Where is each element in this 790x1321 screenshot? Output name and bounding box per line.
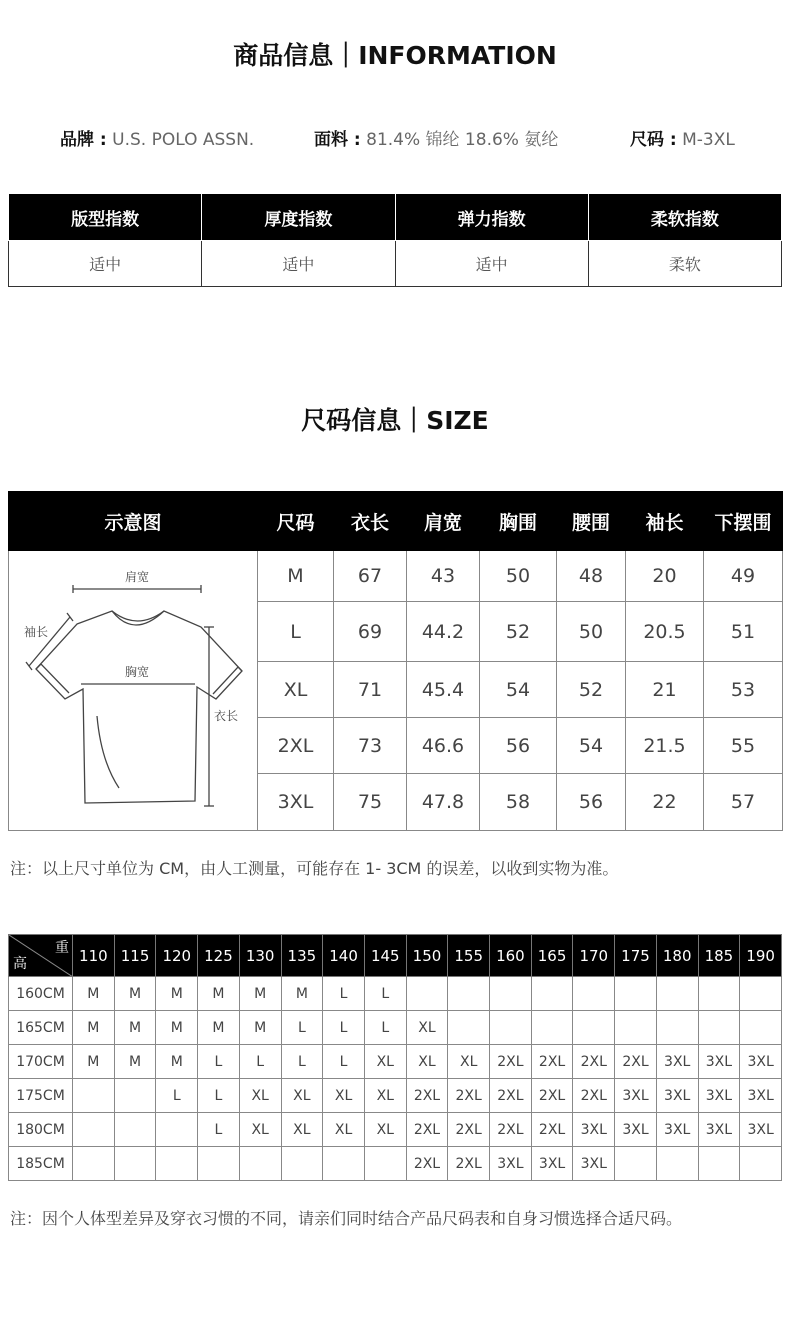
height-cell: 185CM [9, 1147, 73, 1181]
size-label: 尺码 : [630, 130, 677, 150]
indices-table [8, 193, 782, 287]
fit-size-cell: M [156, 1011, 198, 1045]
weight-header: 150 [406, 935, 448, 977]
fit-size-cell [156, 1113, 198, 1147]
weight-header: 130 [239, 935, 281, 977]
size-header: 下摆围 [704, 492, 783, 551]
fit-size-cell: XL [323, 1113, 365, 1147]
size-cell: 2XL [258, 718, 334, 774]
fit-size-cell: 3XL [698, 1079, 740, 1113]
fit-size-cell: 2XL [490, 1113, 532, 1147]
size-cell: 44.2 [407, 602, 480, 662]
size-value: M-3XL [682, 130, 735, 150]
fit-size-cell [698, 1011, 740, 1045]
fit-size-cell: XL [364, 1079, 406, 1113]
fit-size-cell [656, 977, 698, 1011]
size-cell: 75 [334, 774, 407, 831]
brand-label: 品牌 : [60, 130, 107, 150]
fit-size-cell [114, 1113, 156, 1147]
fit-size-cell [281, 1147, 323, 1181]
information-title: 商品信息｜INFORMATION [233, 41, 557, 70]
fit-size-cell: 3XL [740, 1079, 782, 1113]
fit-size-cell: 2XL [490, 1079, 532, 1113]
fit-size-cell: L [281, 1011, 323, 1045]
weight-header: 155 [448, 935, 490, 977]
fit-size-cell [114, 1147, 156, 1181]
fit-size-cell: M [239, 977, 281, 1011]
tshirt-icon [9, 551, 258, 831]
brand-info [60, 125, 254, 150]
table-row [9, 1079, 782, 1113]
fit-size-cell: L [323, 977, 365, 1011]
size-header: 腰围 [557, 492, 626, 551]
fit-size-cell [448, 977, 490, 1011]
size-header: 示意图 [9, 492, 258, 551]
fit-size-cell [615, 1011, 657, 1045]
fit-size-cell [73, 1113, 115, 1147]
size-cell: 73 [334, 718, 407, 774]
fit-size-cell: XL [281, 1079, 323, 1113]
size-cell: 51 [704, 602, 783, 662]
garment-diagram [9, 551, 258, 831]
fit-size-cell: XL [406, 1045, 448, 1079]
size-cell: XL [258, 662, 334, 718]
index-header: 厚度指数 [202, 194, 395, 241]
size-cell: 45.4 [407, 662, 480, 718]
table-row [9, 1147, 782, 1181]
fit-size-cell [698, 1147, 740, 1181]
size-cell: 49 [704, 551, 783, 602]
fit-size-cell: M [156, 1045, 198, 1079]
fit-size-cell: 2XL [406, 1147, 448, 1181]
fit-size-cell [198, 1147, 240, 1181]
fit-size-cell [615, 1147, 657, 1181]
table-row [9, 977, 782, 1011]
size-header: 肩宽 [407, 492, 480, 551]
fit-size-cell: L [364, 1011, 406, 1045]
chest-label: 胸宽 [125, 665, 150, 679]
size-table [8, 491, 783, 831]
fit-size-cell: 2XL [573, 1045, 615, 1079]
size-cell: 57 [704, 774, 783, 831]
fit-size-cell: 3XL [615, 1079, 657, 1113]
brand-value: U.S. POLO ASSN. [112, 130, 255, 150]
fit-size-cell: 2XL [406, 1079, 448, 1113]
size-cell: 50 [557, 602, 626, 662]
fit-size-cell: XL [364, 1113, 406, 1147]
fit-size-cell: 2XL [448, 1147, 490, 1181]
fit-size-cell: 3XL [740, 1113, 782, 1147]
height-cell: 165CM [9, 1011, 73, 1045]
fit-size-cell: 3XL [573, 1147, 615, 1181]
shoulder-label: 肩宽 [125, 570, 150, 584]
sleeve-label: 袖长 [24, 625, 49, 639]
fit-size-cell: 2XL [615, 1045, 657, 1079]
fit-size-cell: 2XL [531, 1079, 573, 1113]
fit-size-cell: L [239, 1045, 281, 1079]
fabric-value: 81.4% 锦纶 18.6% 氨纶 [366, 130, 559, 150]
fit-size-cell [740, 1011, 782, 1045]
size-cell: 3XL [258, 774, 334, 831]
fit-size-cell: L [364, 977, 406, 1011]
fit-size-cell: XL [448, 1045, 490, 1079]
size-cell: 20.5 [626, 602, 704, 662]
weight-header: 180 [656, 935, 698, 977]
size-cell: 50 [480, 551, 557, 602]
fit-note: 注：因个人体型差异及穿衣习惯的不同，请亲们同时结合产品尺码表和自身习惯选择合适尺码。 [10, 1209, 683, 1228]
fit-size-cell: 2XL [406, 1113, 448, 1147]
fabric-label: 面料 : [314, 130, 361, 150]
fit-size-cell: M [73, 1045, 115, 1079]
index-header: 弹力指数 [395, 194, 588, 241]
size-header: 胸围 [480, 492, 557, 551]
fit-size-cell: M [73, 1011, 115, 1045]
size-header: 尺码 [258, 492, 334, 551]
fit-size-cell [698, 977, 740, 1011]
fit-size-cell: L [323, 1045, 365, 1079]
fit-size-cell: 2XL [531, 1113, 573, 1147]
weight-header: 140 [323, 935, 365, 977]
fit-size-cell: M [239, 1011, 281, 1045]
table-row [9, 1011, 782, 1045]
weight-header: 145 [364, 935, 406, 977]
size-cell: 56 [480, 718, 557, 774]
fit-size-cell: XL [364, 1045, 406, 1079]
index-value: 适中 [202, 241, 395, 287]
size-info [630, 125, 735, 150]
size-cell: 43 [407, 551, 480, 602]
size-cell: 21 [626, 662, 704, 718]
fit-size-cell [573, 977, 615, 1011]
weight-header: 135 [281, 935, 323, 977]
table-row [9, 1045, 782, 1079]
fit-size-cell [490, 977, 532, 1011]
size-cell: 52 [480, 602, 557, 662]
fit-size-cell [531, 977, 573, 1011]
fit-table [8, 934, 782, 1181]
weight-header: 175 [615, 935, 657, 977]
weight-label: 重 [55, 940, 69, 956]
fit-size-cell: 2XL [448, 1113, 490, 1147]
size-cell: 69 [334, 602, 407, 662]
index-value: 适中 [395, 241, 588, 287]
weight-header: 110 [73, 935, 115, 977]
index-header: 版型指数 [9, 194, 202, 241]
size-title: 尺码信息｜SIZE [301, 406, 489, 435]
fit-size-cell: L [323, 1011, 365, 1045]
fit-size-cell [531, 1011, 573, 1045]
table-row [9, 551, 783, 602]
fit-size-cell: XL [323, 1079, 365, 1113]
weight-header: 125 [198, 935, 240, 977]
fit-size-cell: M [281, 977, 323, 1011]
size-cell: 56 [557, 774, 626, 831]
size-cell: 58 [480, 774, 557, 831]
size-cell: 20 [626, 551, 704, 602]
fit-size-cell: 3XL [656, 1045, 698, 1079]
fit-size-cell [490, 1011, 532, 1045]
height-cell: 170CM [9, 1045, 73, 1079]
size-cell: 54 [480, 662, 557, 718]
index-header: 柔软指数 [588, 194, 781, 241]
size-header: 袖长 [626, 492, 704, 551]
index-value: 柔软 [588, 241, 781, 287]
fit-size-cell [740, 977, 782, 1011]
fit-size-cell: 2XL [531, 1045, 573, 1079]
fit-size-cell [73, 1147, 115, 1181]
fit-size-cell [114, 1079, 156, 1113]
fit-size-cell [406, 977, 448, 1011]
fabric-info [314, 125, 558, 150]
fit-size-cell [239, 1147, 281, 1181]
fit-size-cell: 3XL [698, 1113, 740, 1147]
fit-size-cell: M [114, 1011, 156, 1045]
fit-size-cell [156, 1147, 198, 1181]
fit-size-cell [573, 1011, 615, 1045]
fit-size-cell [364, 1147, 406, 1181]
fit-size-cell [73, 1079, 115, 1113]
size-cell: 55 [704, 718, 783, 774]
fit-size-cell: M [198, 1011, 240, 1045]
fit-size-cell: L [198, 1045, 240, 1079]
weight-header: 120 [156, 935, 198, 977]
size-cell: 46.6 [407, 718, 480, 774]
size-cell: 21.5 [626, 718, 704, 774]
fit-size-cell: XL [281, 1113, 323, 1147]
size-cell: 48 [557, 551, 626, 602]
weight-header: 170 [573, 935, 615, 977]
size-cell: L [258, 602, 334, 662]
fit-size-cell [656, 1011, 698, 1045]
fit-size-cell [656, 1147, 698, 1181]
weight-header: 160 [490, 935, 532, 977]
index-value: 适中 [9, 241, 202, 287]
fit-size-cell: 3XL [615, 1113, 657, 1147]
fit-size-cell: 3XL [531, 1147, 573, 1181]
fit-size-cell: M [114, 1045, 156, 1079]
size-cell: 53 [704, 662, 783, 718]
fit-size-cell: L [198, 1079, 240, 1113]
fit-size-cell [615, 977, 657, 1011]
size-cell: 67 [334, 551, 407, 602]
height-cell: 160CM [9, 977, 73, 1011]
fit-size-cell: 3XL [573, 1113, 615, 1147]
weight-header: 115 [114, 935, 156, 977]
table-row [9, 1113, 782, 1147]
corner-cell [9, 935, 73, 977]
fit-size-cell: M [114, 977, 156, 1011]
size-cell: M [258, 551, 334, 602]
fit-size-cell: M [156, 977, 198, 1011]
fit-size-cell: 3XL [656, 1113, 698, 1147]
fit-size-cell: L [156, 1079, 198, 1113]
size-cell: 52 [557, 662, 626, 718]
fit-size-cell: 3XL [740, 1045, 782, 1079]
size-cell: 22 [626, 774, 704, 831]
fit-size-cell [448, 1011, 490, 1045]
fit-size-cell [323, 1147, 365, 1181]
fit-size-cell: L [281, 1045, 323, 1079]
fit-size-cell: XL [406, 1011, 448, 1045]
fit-size-cell [740, 1147, 782, 1181]
length-label: 衣长 [214, 709, 239, 723]
measurement-note: 注：以上尺寸单位为 CM，由人工测量，可能存在 1- 3CM 的误差，以收到实物为准。 [10, 859, 619, 878]
fit-size-cell: 2XL [573, 1079, 615, 1113]
size-header: 衣长 [334, 492, 407, 551]
fit-size-cell: XL [239, 1113, 281, 1147]
height-cell: 175CM [9, 1079, 73, 1113]
fit-size-cell: 3XL [698, 1045, 740, 1079]
fit-size-cell: 3XL [490, 1147, 532, 1181]
fit-size-cell: 2XL [448, 1079, 490, 1113]
weight-header: 190 [740, 935, 782, 977]
fit-size-cell: 2XL [490, 1045, 532, 1079]
fit-size-cell: M [73, 977, 115, 1011]
height-label: 高 [13, 956, 27, 972]
size-cell: 54 [557, 718, 626, 774]
fit-size-cell: M [198, 977, 240, 1011]
height-cell: 180CM [9, 1113, 73, 1147]
fit-size-cell: 3XL [656, 1079, 698, 1113]
size-cell: 71 [334, 662, 407, 718]
size-cell: 47.8 [407, 774, 480, 831]
weight-header: 165 [531, 935, 573, 977]
weight-header: 185 [698, 935, 740, 977]
fit-size-cell: XL [239, 1079, 281, 1113]
fit-size-cell: L [198, 1113, 240, 1147]
